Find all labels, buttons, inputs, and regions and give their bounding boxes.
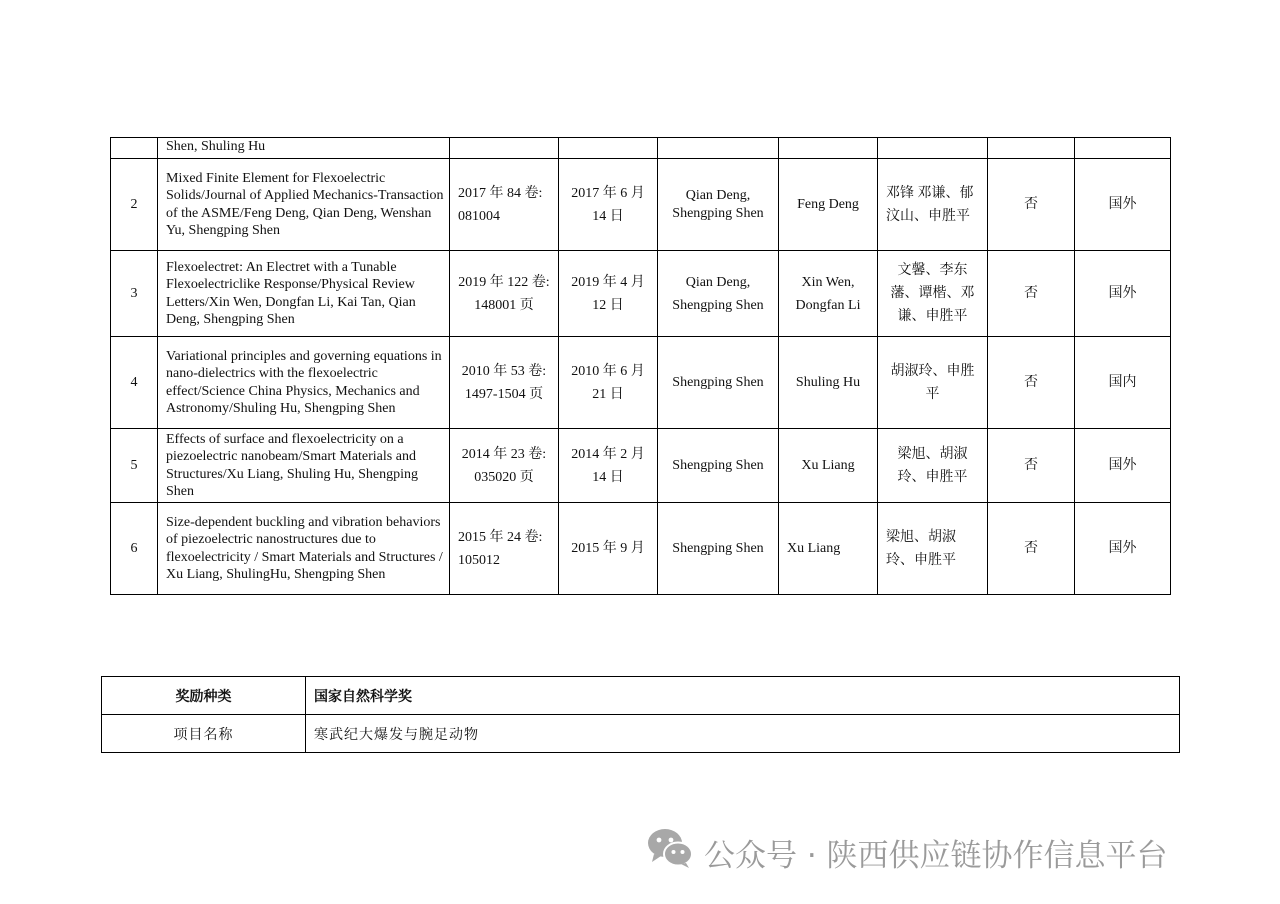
cell-no: 4 [111, 337, 158, 429]
cell-region: 国外 [1075, 503, 1171, 595]
cell-corresponding: Qian Deng, Shengping Shen [658, 159, 779, 251]
cell-date: 2014 年 2 月 14 日 [559, 429, 658, 503]
cell-other [988, 138, 1075, 159]
watermark-text: 公众号 · 陕西供应链协作信息平台 [704, 837, 1168, 874]
award-type-label: 奖励种类 [102, 677, 306, 715]
cell-first-author: Xin Wen, Dongfan Li [779, 251, 878, 337]
cell-corresponding [658, 138, 779, 159]
cell-corresponding: Shengping Shen [658, 429, 779, 503]
cell-corresponding: Shengping Shen [658, 337, 779, 429]
cell-publication: 2017 年 84 卷: 081004 [450, 159, 559, 251]
cell-publication: 2014 年 23 卷: 035020 页 [450, 429, 559, 503]
cell-publication: 2015 年 24 卷: 105012 [450, 503, 559, 595]
cell-title: Size-dependent buckling and vibration behaviors of piezoelectric nanostructures due to flexoelectricity / Smart Materials and Structures / Xu Liang, ShulingHu, Shengping Shen [158, 503, 450, 595]
cell-other: 否 [988, 159, 1075, 251]
award-type-row [102, 677, 1180, 715]
cell-title: Variational principles and governing equations in nano-dielectrics with the flexoelectric effect/Science China Physics, Mechanics and Astronomy/Shuling Hu, Shengping Shen [158, 337, 450, 429]
cell-publication: 2019 年 122 卷: 148001 页 [450, 251, 559, 337]
cell-corresponding: Qian Deng, Shengping Shen [658, 251, 779, 337]
cell-title: Effects of surface and flexoelectricity on a piezoelectric nanobeam/Smart Materials and Structures/Xu Liang, Shuling Hu, Shengping Shen [158, 429, 450, 503]
cell-other: 否 [988, 503, 1075, 595]
award-table [101, 676, 1180, 753]
cell-publication [450, 138, 559, 159]
cell-region: 国内 [1075, 337, 1171, 429]
papers-table [110, 137, 1171, 595]
watermark [646, 830, 1168, 874]
cell-first-author: Xu Liang [779, 429, 878, 503]
table-row [111, 503, 1171, 595]
cell-domestic-authors: 文馨、李东藩、谭楷、邓谦、申胜平 [878, 251, 988, 337]
project-name-label: 项目名称 [102, 715, 306, 753]
cell-title: Mixed Finite Element for Flexoelectric Solids/Journal of Applied Mechanics-Transaction of the ASME/Feng Deng, Qian Deng, Wenshan Yu, Shengping Shen [158, 159, 450, 251]
cell-first-author: Shuling Hu [779, 337, 878, 429]
cell-date: 2010 年 6 月 21 日 [559, 337, 658, 429]
cell-region: 国外 [1075, 429, 1171, 503]
cell-domestic-authors [878, 138, 988, 159]
table-row [111, 251, 1171, 337]
cell-first-author: Feng Deng [779, 159, 878, 251]
cell-region: 国外 [1075, 251, 1171, 337]
cell-domestic-authors: 梁旭、胡淑玲、申胜平 [878, 429, 988, 503]
cell-date: 2017 年 6 月 14 日 [559, 159, 658, 251]
cell-region [1075, 138, 1171, 159]
cell-first-author [779, 138, 878, 159]
cell-no: 3 [111, 251, 158, 337]
cell-other: 否 [988, 251, 1075, 337]
award-type-value: 国家自然科学奖 [306, 677, 1180, 715]
project-name-value: 寒武纪大爆发与腕足动物 [306, 715, 1180, 753]
cell-other: 否 [988, 429, 1075, 503]
cell-date [559, 138, 658, 159]
cell-domestic-authors: 梁旭、胡淑玲、申胜平 [878, 503, 988, 595]
cell-title: Flexoelectret: An Electret with a Tunable Flexoelectriclike Response/Physical Review Letters/Xin Wen, Dongfan Li, Kai Tan, Qian Deng, Shengping Shen [158, 251, 450, 337]
cell-corresponding: Shengping Shen [658, 503, 779, 595]
cell-title: Shen, Shuling Hu [158, 138, 450, 159]
cell-other: 否 [988, 337, 1075, 429]
cell-no: 5 [111, 429, 158, 503]
cell-no: 6 [111, 503, 158, 595]
project-name-row [102, 715, 1180, 753]
cell-region: 国外 [1075, 159, 1171, 251]
cell-date: 2019 年 4 月 12 日 [559, 251, 658, 337]
table-row [111, 337, 1171, 429]
table-row-continuation [111, 138, 1171, 159]
cell-no: 2 [111, 159, 158, 251]
cell-domestic-authors: 胡淑玲、申胜平 [878, 337, 988, 429]
cell-date: 2015 年 9 月 [559, 503, 658, 595]
table-row [111, 159, 1171, 251]
cell-first-author: Xu Liang [779, 503, 878, 595]
cell-domestic-authors: 邓锋 邓谦、郁汶山、申胜平 [878, 159, 988, 251]
cell-publication: 2010 年 53 卷: 1497-1504 页 [450, 337, 559, 429]
table-row [111, 429, 1171, 503]
cell-no [111, 138, 158, 159]
wechat-icon [646, 827, 704, 877]
